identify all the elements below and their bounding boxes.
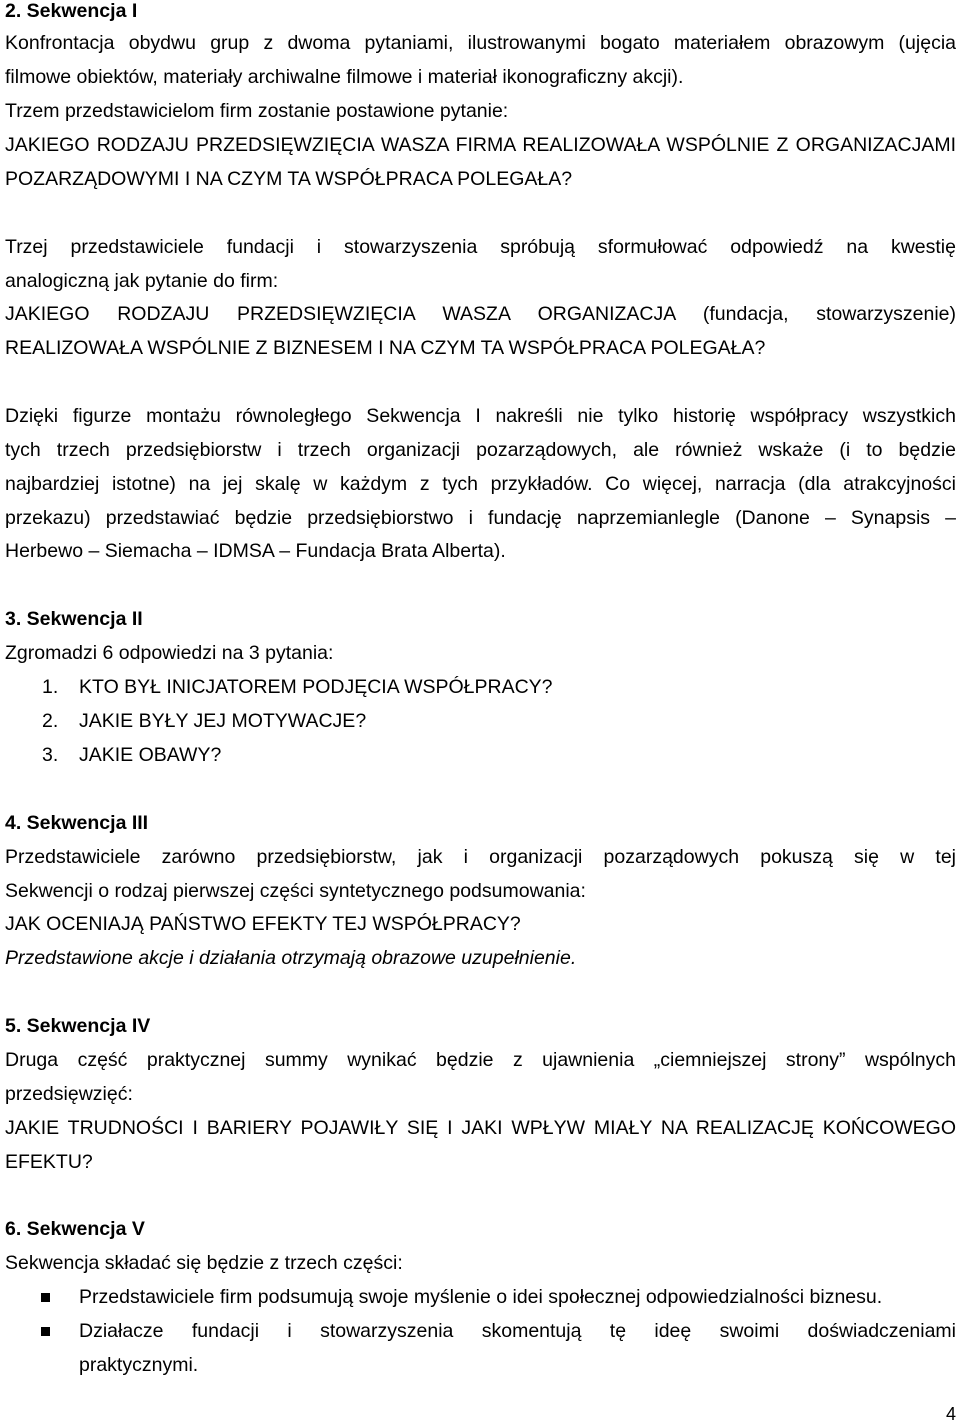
- italic-note: Przedstawione akcje i działania otrzymają obrazowe uzupełnienie.: [5, 947, 577, 969]
- question-line: JAKIEGO RODZAJU PRZEDSIĘWZIĘCIA WASZA FIRMA REALIZOWAŁA WSPÓLNIE Z ORGANIZACJAMI: [5, 134, 956, 156]
- question-line: REALIZOWAŁA WSPÓLNIE Z BIZNESEM I NA CZYM TA WSPÓŁPRACA POLEGAŁA?: [5, 337, 766, 359]
- list-number: 3.: [42, 744, 59, 766]
- list-item: [5, 739, 956, 772]
- list-number: 2.: [42, 710, 59, 732]
- bullet-text: Działacze fundacji i stowarzyszenia skomentują tę ideę swoimi doświadczeniami: [79, 1320, 956, 1342]
- bullet-text: Przedstawiciele firm podsumują swoje myślenie o idei społecznej odpowiedzialności biznesu.: [79, 1286, 883, 1308]
- list-item: [5, 705, 956, 738]
- question-line: JAK OCENIAJĄ PAŃSTWO EFEKTY TEJ WSPÓŁPRACY?: [5, 913, 521, 935]
- paragraph-line: przedsięwzięć:: [5, 1083, 133, 1105]
- paragraph-line: Zgromadzi 6 odpowiedzi na 3 pytania:: [5, 642, 334, 664]
- paragraph-line: filmowe obiektów, materiały archiwalne filmowe i materiał ikonograficzny akcji).: [5, 66, 684, 88]
- list-text: JAKIE OBAWY?: [79, 744, 222, 766]
- paragraph-line: Sekwencji o rodzaj pierwszej części syntetycznego podsumowania:: [5, 880, 586, 902]
- bullet-text-continuation: praktycznymi.: [79, 1354, 199, 1376]
- list-number: 1.: [42, 676, 59, 698]
- page-number: 4: [945, 1404, 956, 1424]
- paragraph-line: analogiczną jak pytanie do firm:: [5, 270, 279, 292]
- paragraph-line: Przedstawiciele zarówno przedsiębiorstw, jak i organizacji pozarządowych pokuszą się w tej: [5, 846, 956, 868]
- list-item: [5, 671, 956, 704]
- section-heading-sekwencja-1: 2. Sekwencja I: [5, 0, 138, 22]
- square-bullet-icon: [41, 1327, 50, 1336]
- question-line: JAKIEGO RODZAJU PRZEDSIĘWZIĘCIA WASZA ORGANIZACJA (fundacja, stowarzyszenie): [5, 303, 956, 325]
- paragraph-line: Druga część praktycznej summy wynikać będzie z ujawnienia „ciemniejszej strony” wspólnych: [5, 1049, 956, 1071]
- list-text: KTO BYŁ INICJATOREM PODJĘCIA WSPÓŁPRACY?: [79, 676, 553, 698]
- question-line: POZARZĄDOWYMI I NA CZYM TA WSPÓŁPRACA POLEGAŁA?: [5, 168, 573, 190]
- bullet-item: [5, 1315, 956, 1348]
- section-heading-sekwencja-2: 3. Sekwencja II: [5, 608, 143, 630]
- list-text: JAKIE BYŁY JEJ MOTYWACJE?: [79, 710, 367, 732]
- section-heading-sekwencja-3: 4. Sekwencja III: [5, 812, 149, 834]
- paragraph-line: Sekwencja składać się będzie z trzech części:: [5, 1252, 403, 1274]
- question-line: JAKIE TRUDNOŚCI I BARIERY POJAWIŁY SIĘ I JAKI WPŁYW MIAŁY NA REALIZACJĘ KOŃCOWEGO: [5, 1117, 956, 1139]
- paragraph-line: najbardziej istotne) na jej skalę w każdym z tych przykładów. Co więcej, narracja (dla atrakcyjności: [5, 473, 956, 495]
- paragraph-line: tych trzech przedsiębiorstw i trzech organizacji pozarządowych, ale również wskaże (i to będzie: [5, 439, 956, 461]
- paragraph-line: Trzem przedstawicielom firm zostanie postawione pytanie:: [5, 100, 509, 122]
- paragraph-line: Herbewo – Siemacha – IDMSA – Fundacja Brata Alberta).: [5, 540, 506, 562]
- section-heading-sekwencja-5: 6. Sekwencja V: [5, 1218, 145, 1240]
- paragraph-line: Konfrontacja obydwu grup z dwoma pytaniami, ilustrowanymi bogato materiałem obrazowym (ujęcia: [5, 32, 956, 54]
- paragraph-line: Dzięki figurze montażu równoległego Sekwencja I nakreśli nie tylko historię współpracy wszystkich: [5, 405, 956, 427]
- paragraph-line: Trzej przedstawiciele fundacji i stowarzyszenia spróbują sformułować odpowiedź na kwestię: [5, 236, 956, 258]
- question-line: EFEKTU?: [5, 1151, 93, 1173]
- section-heading-sekwencja-4: 5. Sekwencja IV: [5, 1015, 151, 1037]
- bullet-item: [5, 1281, 956, 1314]
- square-bullet-icon: [41, 1293, 50, 1302]
- paragraph-line: przekazu) przedstawiać będzie przedsiębiorstwo i fundację naprzemianlegle (Danone – Synapsis –: [5, 507, 956, 529]
